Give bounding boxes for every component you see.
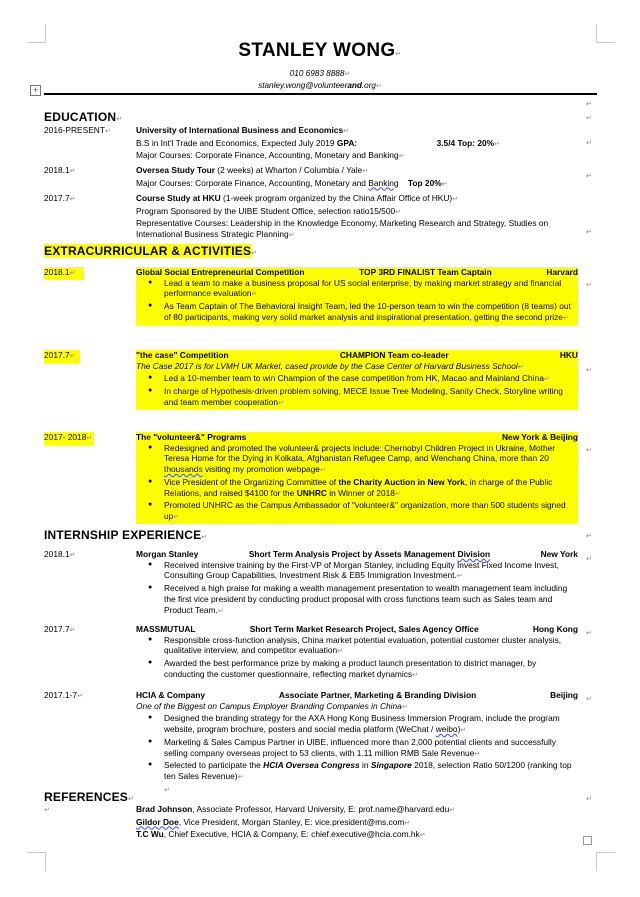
- reference-item: Gildor Doe, Vice President, Morgan Stanley, E: vice.president@ms.com↵: [136, 816, 411, 827]
- resume-name: STANLEY WONG: [238, 40, 396, 61]
- entry-title: University of International Business and Economics: [136, 125, 344, 135]
- bullet-item: ● Designed the branding strategy for the AXA Hong Kong Business Immersion Program, include the program website, program brochure, posters and social media platform (WeChat / weibo)↵: [136, 713, 578, 736]
- header-rule: [44, 93, 597, 95]
- crop-mark: [596, 852, 615, 871]
- bullet-item: ● Vice President of the Organizing Committee of the Charity Auction in New York, in charge of the Public Relations, and raised $4100 for the UNHRC in Winner of 2018↵: [136, 477, 578, 500]
- entry-date: 2018.1↵: [44, 549, 76, 559]
- section-heading-extracurricular: EXTRACURRICULAR & ACTIVITIES↵: [44, 244, 258, 258]
- entry-date: 2017.7↵: [44, 350, 80, 363]
- section-heading-education: EDUCATION↵: [44, 110, 123, 124]
- bullet-item: ● Redesigned and promoted the volunteer& projects include: Chernobyl Children Project in Ukraine, Mother Teresa Home for the Dying in Kolkata, Afghanistan Refugee Camp, and Wenchang China, more than 20 thousands visiting my promotion webpage↵: [136, 443, 578, 477]
- bullet-item: ● Led a 10-member team to win Champion of the case competition from HK, Macao and Mainland China↵: [136, 373, 578, 386]
- entry-date: 2017.7↵: [44, 193, 76, 203]
- phone: 010 6983 8888: [289, 69, 345, 78]
- document-page: + STANLEY WONG↵ 010 6983 8888↵ stanley.wong@volunteerand.org↵ ↵ EDUCATION↵ ↵ 2016-PRESENT↵ University of International Business and Economics↵ B.S in Int'l Trade and Economics, Expected July 2019 GPA: 3.5/4 Top: 20%↵ Major Courses: Corporate Finance, Accounting, Monetary and Banking↵ ↵ 2018.1↵ Oversea Study Tour (2 weeks) at Wharton / Columbia / Yale↵ Major Courses: Corporate Finance, Accounting, Monetary and Banking Top 20%↵ ↵ 2017.7↵ Course Study at HKU (1-week program organized by the China Affair Office of HKU)↵ Program Sponsored by the UIBE Student Office, selection ratio15/500↵ Representative Courses: Leadership in the Knowledge Economy, Marketing Research and Strategy, Studies on International Business Strategic Planning↵ ↵ EXTRACURRICULAR & ACTIVITIES↵ 2018.1↵ Global Social Entrepreneurial Competition TOP 3RD FINALIST Team Captain Harvard ● Lead a team to make a business proposal for US social enterprise, by making market strategy and financial performance evaluation↵ ● As Team Captain of The Behavioral Insight Team, led the 10-person team to win the competition (8 teams) out of 80 participants, making very solid market analysis and inspirational presentation, getting the second prize↵ ↵ 2017.7↵ "the case" Competition CHAMPION Team co-leader HKU The Case 2017 is for LVMH UK Market, cased provide by the Case Center of Harvard Business School↵ ● Led a 10-member team to win Champion of the case competition from HK, Macao and Mainland China↵ ● In charge of Hypothesis-driven problem solving, MECE Issue Tree Modeling, Sanity Check, Storyline writing and team member cooperation↵ ↵ 2017- 2018↵ The "volunteer&" Programs New York & Beijing ● Redesigned and promoted the volunteer& projects include: Chernobyl Children Project in Ukraine, Mother Teresa Home for the Dying in Kolkata, Afghanistan Refugee Camp, and Wenchang China, more than 20 thousands visiting my promotion webpage↵ ● Vice President of the Organizing Committee of the Charity Auction in New York, in charge of the Public Relations, and raised $4100 for the UNHRC in Winner of 2018↵ ● Promoted UNHRC as the Campus Ambassador of "volunteer&" organization, more than 500 students signed up↵ ↵ INTERNSHIP EXPERIENCE↵ ↵ 2018.1↵ Morgan Stanley Short Term Analysis Project by Assets Management Division New York ● Received intensive training by the First-VP of Morgan Stanley, including Equity Invest Fixed Income Invest, Consulting Group Capabilities, Investment Risk & EB5 Immigration Investment.↵ ● Received a high praise for making a wealth management presentation to wealth management team including the first vice president by conducting product proposal with cross functions team such as Sales team and Product Team.↵ ↵ 2017.7↵ MASSMUTUAL Short Term Market Research Project, Sales Agency Office Hong Kong ● Responsible cross-function analysis, China market potential evaluation, potential customer cluster analysis, qualitative interview, and competitor evaluation↵ ● Awarded the best performance prize by making a product launch presentation to district manager, by conducting the customer questionnaire, reflecting market dynamics↵ ↵ 2017.1-7↵ HCIA & Company Associate Partner, Marketing & Branding Division Beijing One of the Biggest on Campus Employer Branding Companies in China↵ ● Designed the branding strategy for the AXA Hong Kong Business Immersion Program, include the program website, program brochure, posters and social media platform (WeChat / weibo)↵ ● Marketing & Sales Campus Partner in UIBE, influenced more than 2,000 potential clients and successfully selling company overseas project to 53 clients, with 1.11 million RMB Sale Revenue↵ ● Selected to participate the HCIA Oversea Congress in Singapore 2018, selection Ratio 50/1200 (ranking top ten Sales Revenue)↵ ↵ ↵ REFERENCES↵ ↵ ↵ Brad Johnson, Associate Professor, Harvard University, E: prof.name@harvard.edu↵ Gildor Doe, Vice President, Morgan Stanley, E: vice.president@ms.com↵ T.C Wu, Chief Executive, HCIA & Company, E: chief.executive@hcia.com.hk↵: [0, 0, 640, 897]
- bullet-item: ● Selected to participate the HCIA Oversea Congress in Singapore 2018, selection Ratio 50/1200 (ranking top ten Sales Revenue)↵: [136, 760, 578, 783]
- entry-date: 2018.1↵: [44, 165, 76, 175]
- table-move-handle-icon[interactable]: +: [30, 85, 41, 96]
- reference-item: Brad Johnson, Associate Professor, Harvard University, E: prof.name@harvard.edu↵: [136, 804, 456, 814]
- entry-date: 2018.1↵: [44, 267, 84, 280]
- entry-date: 2016-PRESENT↵: [44, 125, 111, 135]
- end-of-cell-icon: [583, 836, 592, 845]
- crop-mark: [27, 852, 46, 871]
- email[interactable]: stanley.wong@volunteerand.org: [258, 81, 376, 90]
- bullet-item: ● Marketing & Sales Campus Partner in UIBE, influenced more than 2,000 potential clients and successfully selling company overseas project to 53 clients, with 1.11 million RMB Sale Revenue↵: [136, 737, 578, 760]
- bullet-item: ● Received intensive training by the First-VP of Morgan Stanley, including Equity Invest Fixed Income Invest, Consulting Group Capabilities, Investment Risk & EB5 Immigration Investment.↵: [136, 560, 578, 583]
- bullet-item: ● Received a high praise for making a wealth management presentation to wealth management team including the first vice president by conducting product proposal with cross functions team such as Sales team and Product Team.↵: [136, 583, 578, 617]
- bullet-item: ● Lead a team to make a business proposal for US social enterprise, by making market strategy and financial performance evaluation↵: [136, 278, 578, 301]
- bullet-item: ● In charge of Hypothesis-driven problem solving, MECE Issue Tree Modeling, Sanity Check, Storyline writing and team member cooperation↵: [136, 386, 578, 409]
- bullet-item: ● Responsible cross-function analysis, China market potential evaluation, potential customer cluster analysis, qualitative interview, and competitor evaluation↵: [136, 635, 578, 658]
- entry-date: 2017.7↵: [44, 624, 76, 634]
- section-heading-internship: INTERNSHIP EXPERIENCE↵: [44, 528, 208, 542]
- section-heading-references: REFERENCES↵: [44, 790, 135, 804]
- entry-date: 2017.1-7↵: [44, 690, 83, 700]
- bullet-item: ● As Team Captain of The Behavioral Insight Team, led the 10-person team to win the competition (8 teams) out of 80 participants, making very solid market analysis and inspirational presentation, getting the second prize↵: [136, 301, 578, 324]
- bullet-item: ● Awarded the best performance prize by making a product launch presentation to district manager, by conducting the customer questionnaire, reflecting market dynamics↵: [136, 658, 578, 681]
- entry-date: 2017- 2018↵: [44, 432, 94, 445]
- reference-item: T.C Wu, Chief Executive, HCIA & Company, E: chief.executive@hcia.com.hk↵: [136, 829, 426, 840]
- bullet-item: ● Promoted UNHRC as the Campus Ambassador of "volunteer&" organization, more than 500 students signed up↵: [136, 500, 578, 523]
- resume-header: STANLEY WONG↵ 010 6983 8888↵ stanley.wong@volunteerand.org↵: [238, 40, 402, 90]
